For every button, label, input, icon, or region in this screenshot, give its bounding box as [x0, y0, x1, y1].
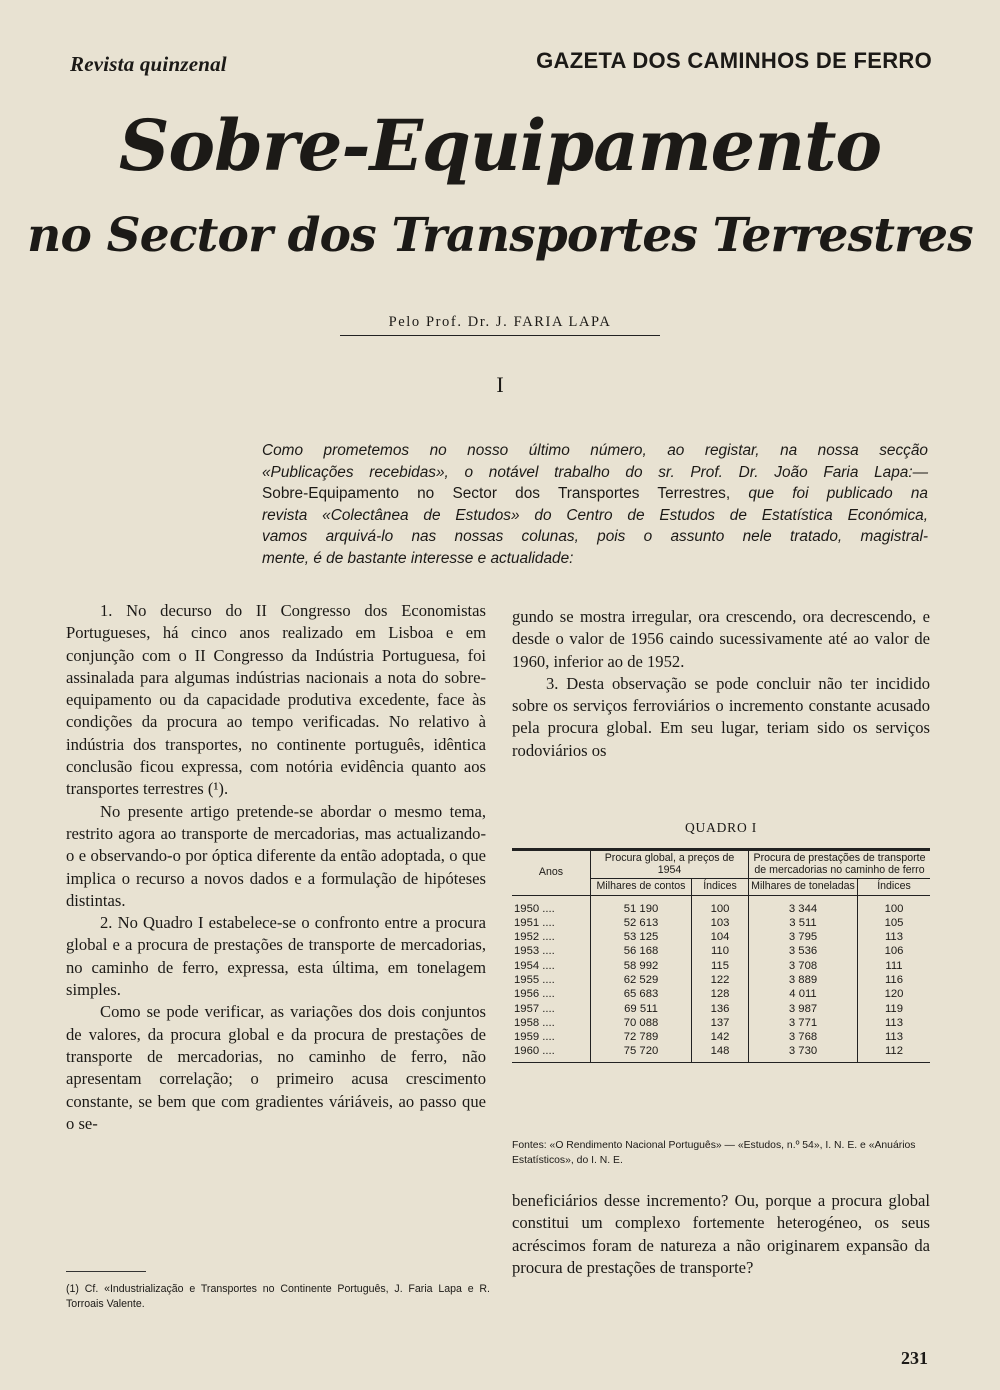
cell-toneladas: 3 795 — [749, 930, 858, 944]
cell-contos: 75 720 — [591, 1044, 692, 1062]
cell-contos: 58 992 — [591, 959, 692, 973]
table-row — [512, 1016, 930, 1030]
header-milhares-contos: Milhares de contos — [591, 879, 692, 896]
intro-book-title: Sobre-Equipamento no Sector dos Transportes Terrestres, — [262, 485, 731, 502]
paragraph-text: 1. No decurso do II Congresso dos Economistas Portugueses, há cinco anos realizado em Lisboa e em conjunção com o II Congresso da Indústria Portuguesa, foi assinalada para algumas indústrias nacionais a nota do sobre-equipamento ou da capacidade produtiva excedente, face às condições da procura ao tempo verificadas. No relativo à indústria dos transportes, no continente português, idêntica conclusão ficou expressa, com notória evidência quanto aos transportes terrestres — [66, 601, 486, 799]
footnote-divider — [66, 1271, 146, 1272]
cell-indice-global: 137 — [692, 1016, 749, 1030]
cell-indice-ferro: 120 — [858, 987, 931, 1001]
header-group-procura-global: Procura global, a preços de 1954 — [591, 850, 749, 879]
cell-contos: 70 088 — [591, 1016, 692, 1030]
cell-indice-ferro: 113 — [858, 930, 931, 944]
cell-indice-ferro: 112 — [858, 1044, 931, 1062]
cell-indice-ferro: 106 — [858, 944, 931, 958]
intro-line: revista «Colectânea de Estudos» do Centro de Estudos de Estatística Económica, — [262, 506, 928, 524]
cell-year: 1959 .... — [514, 1031, 555, 1044]
paragraph: No presente artigo pretende-se abordar o mesmo tema, restrito agora ao transporte de mercadorias, mas actualizando-o e observando-o por óptica diferente da então adoptada, o que implica o recurso a novos dados e a formulação de hipóteses distintas. — [66, 801, 486, 910]
cell-indice-global: 128 — [692, 987, 749, 1001]
cell-year: 1956 .... — [514, 988, 555, 1001]
paragraph: gundo se mostra irregular, ora crescendo, ora decrescendo, e desde o valor de 1956 caindo sucessivamente até ao valor de 1960, inferior ao de 1952. — [512, 607, 930, 671]
cell-contos: 65 683 — [591, 987, 692, 1001]
table-row — [512, 944, 930, 958]
table-sources: Fontes: «O Rendimento Nacional Português» — «Estudos, n.º 54», I. N. E. e «Anuários Estatísticos», do I. N. E. — [512, 1140, 916, 1166]
intro-paragraph — [262, 440, 928, 569]
left-column — [66, 600, 486, 1135]
cell-indice-ferro: 105 — [858, 916, 931, 930]
intro-line: Como prometemos no nosso último número, ao registar, na nossa secção — [262, 442, 928, 459]
intro-line — [262, 483, 928, 505]
header-indices-1: Índices — [692, 879, 749, 896]
cell-toneladas: 3 987 — [749, 1002, 858, 1016]
table-row — [512, 973, 930, 987]
intro-line: «Publicações recebidas», o notável trabalho do sr. Prof. Dr. João Faria Lapa:— — [262, 463, 928, 481]
cell-contos: 72 789 — [591, 1030, 692, 1044]
cell-toneladas: 3 344 — [749, 895, 858, 916]
cell-year: 1954 .... — [514, 959, 555, 972]
quadro-table — [512, 848, 930, 1063]
paragraph — [66, 600, 486, 801]
paragraph: Como se pode verificar, as variações dos dois conjuntos de valores, da procura global e da procura de prestações de transporte de mercadorias, no caminho de ferro, não apresentam correlação; o primeiro acusa crescimento constante, se bem que com gradientes váriáveis, ao passo que o se- — [66, 1002, 486, 1133]
intro-text: que foi publicado na — [730, 485, 928, 502]
header-indices-2: Índices — [858, 879, 931, 896]
cell-indice-global: 104 — [692, 930, 749, 944]
page-number: 231 — [901, 1348, 928, 1368]
cell-contos: 53 125 — [591, 930, 692, 944]
table-row — [512, 916, 930, 930]
paragraph: beneficiários desse incremento? Ou, porque a procura global constitui um complexo fortemente heterogéneo, os seus acréscimos foram de natureza a não originarem expansão da procura de prestações de transporte? — [512, 1191, 930, 1277]
cell-year: 1960 .... — [512, 1044, 591, 1062]
cell-contos: 51 190 — [591, 895, 692, 916]
table-row — [512, 1002, 930, 1016]
right-column-bottom — [512, 1190, 930, 1279]
intro-line: vamos arquivá-lo nas nossas colunas, pois o assunto nele tratado, magistral- — [262, 528, 928, 545]
cell-indice-ferro: 113 — [858, 1030, 931, 1044]
table-row — [512, 1030, 930, 1044]
paragraph: 2. No Quadro I estabelece-se o confronto entre a procura global e a procura de prestações de transporte de mercadorias, no caminho de ferro, expressa, esta última, em tonelagem simples. — [66, 913, 486, 1000]
byline: Pelo Prof. Dr. J. FARIA LAPA — [340, 314, 660, 336]
table-row — [512, 987, 930, 1001]
cell-year: 1951 .... — [514, 916, 555, 929]
table-row — [512, 1044, 930, 1062]
article-title-line2: no Sector dos Transportes Terrestres — [27, 208, 973, 263]
cell-contos: 69 511 — [591, 1002, 692, 1016]
cell-year: 1950 .... — [514, 902, 555, 915]
table-row — [512, 930, 930, 944]
cell-toneladas: 3 768 — [749, 1030, 858, 1044]
table-row — [512, 895, 930, 916]
cell-indice-global: 122 — [692, 973, 749, 987]
cell-year: 1955 .... — [514, 973, 555, 986]
cell-contos: 52 613 — [591, 916, 692, 930]
cell-indice-ferro: 111 — [858, 959, 931, 973]
header-milhares-toneladas: Milhares de toneladas — [749, 879, 858, 896]
header-anos: Anos — [512, 850, 591, 896]
cell-toneladas: 3 771 — [749, 1016, 858, 1030]
cell-toneladas: 3 536 — [749, 944, 858, 958]
cell-indice-global: 148 — [692, 1044, 749, 1062]
cell-year: 1952 .... — [514, 931, 555, 944]
intro-line: mente, é de bastante interesse e actualidade: — [262, 549, 574, 567]
cell-toneladas: 3 730 — [749, 1044, 858, 1062]
cell-indice-global: 142 — [692, 1030, 749, 1044]
cell-contos: 62 529 — [591, 973, 692, 987]
paragraph: 3. Desta observação se pode concluir não ter incidido sobre os serviços ferroviários o incremento constante acusado pela procura global. Em seu lugar, teriam sido os serviços rodoviários os — [512, 673, 930, 760]
cell-toneladas: 3 889 — [749, 973, 858, 987]
article-title-line1: Sobre-Equipamento — [118, 104, 882, 187]
header-group-caminho-ferro: Procura de prestações de transporte de mercadorias no caminho de ferro — [749, 850, 931, 879]
cell-indice-ferro: 119 — [858, 1002, 931, 1016]
cell-indice-ferro: 116 — [858, 973, 931, 987]
cell-toneladas: 3 708 — [749, 959, 858, 973]
table-row — [512, 959, 930, 973]
cell-indice-ferro: 113 — [858, 1016, 931, 1030]
cell-contos: 56 168 — [591, 944, 692, 958]
footnote: (1) Cf. «Industrialização e Transportes no Continente Português, J. Faria Lapa e R. Torroais Valente. — [66, 1283, 490, 1310]
cell-toneladas: 4 011 — [749, 987, 858, 1001]
header-left: Revista quinzenal — [70, 52, 227, 76]
section-number: I — [496, 372, 504, 397]
right-column-top — [512, 606, 930, 762]
cell-toneladas: 3 511 — [749, 916, 858, 930]
table-title: QUADRO I — [684, 820, 758, 835]
cell-indice-global: 103 — [692, 916, 749, 930]
cell-indice-global: 136 — [692, 1002, 749, 1016]
cell-indice-global: 100 — [692, 895, 749, 916]
cell-year: 1953 .... — [514, 945, 555, 958]
footnote-ref: (¹). — [207, 779, 229, 799]
cell-indice-ferro: 100 — [858, 895, 931, 916]
cell-indice-global: 115 — [692, 959, 749, 973]
cell-year: 1957 .... — [514, 1002, 555, 1015]
header-right: GAZETA DOS CAMINHOS DE FERRO — [536, 48, 932, 73]
cell-year: 1958 .... — [514, 1016, 555, 1029]
cell-indice-global: 110 — [692, 944, 749, 958]
